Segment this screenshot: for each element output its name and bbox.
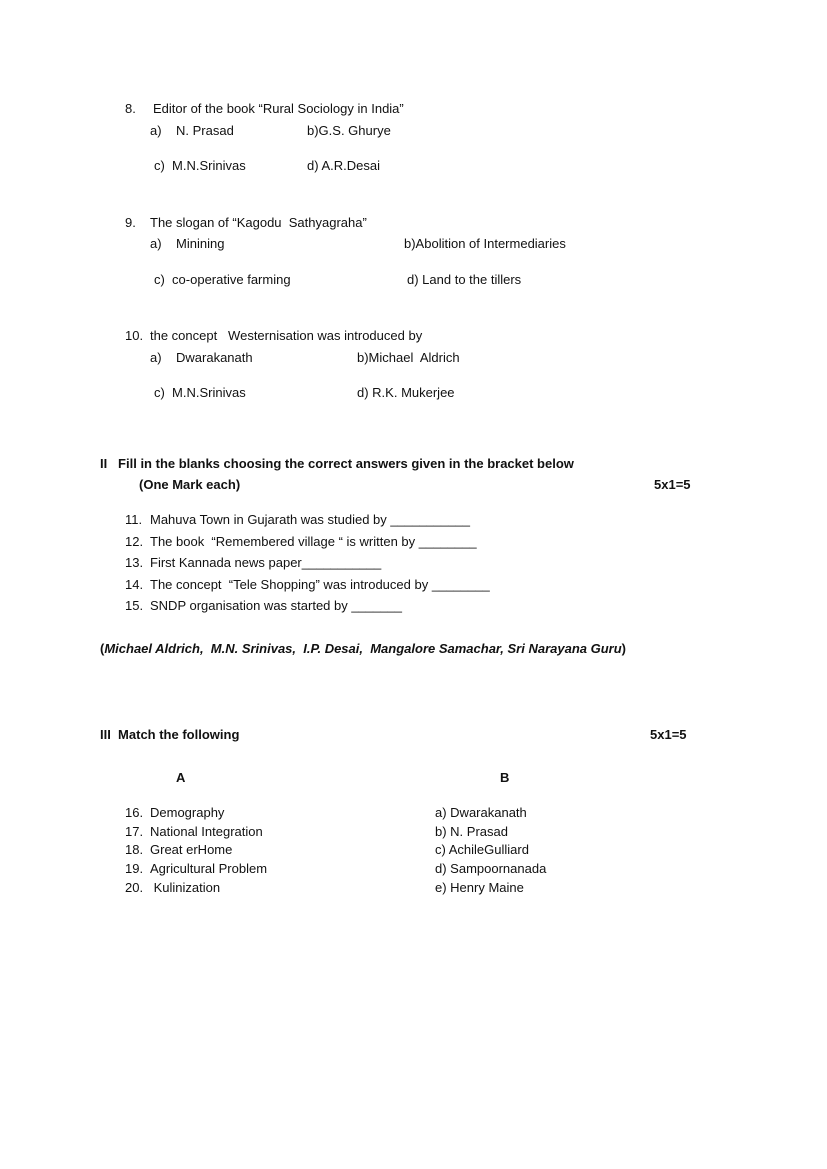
option-d: d) Land to the tillers <box>407 272 522 287</box>
match-item-a: Great erHome <box>150 842 233 857</box>
option-c: c) co-operative farming <box>154 272 291 287</box>
section-heading: II Fill in the blanks choosing the correct answers given in the bracket below <box>100 456 574 471</box>
question-number: 10. <box>125 328 144 343</box>
blank-number: 14. <box>125 577 144 592</box>
bracket-open: ( <box>100 641 105 656</box>
option-d: d) R.K. Mukerjee <box>357 385 455 400</box>
question-number: 9. <box>125 215 136 230</box>
question-text: The slogan of “Kagodu Sathyagraha” <box>150 215 367 230</box>
blank-question: Mahuva Town in Gujarath was studied by ___________ <box>150 512 470 527</box>
answer-bracket <box>100 641 626 657</box>
match-item-b: a) Dwarakanath <box>435 805 527 820</box>
section-marks: 5x1=5 <box>650 727 687 742</box>
option-b: b)Abolition of Intermediaries <box>404 236 566 251</box>
bracket-close: ) <box>621 641 626 656</box>
match-number: 17. <box>125 824 144 839</box>
match-item-b: c) AchileGulliard <box>435 842 529 857</box>
blank-number: 12. <box>125 534 144 549</box>
option-b: b)G.S. Ghurye <box>307 123 391 138</box>
option-a: a) Minining <box>150 236 225 251</box>
match-number: 16. <box>125 805 144 820</box>
option-c: c) M.N.Srinivas <box>154 385 246 400</box>
blank-question: The book “Remembered village “ is written by ________ <box>150 534 477 549</box>
blank-question: SNDP organisation was started by _______ <box>150 598 402 613</box>
match-item-b: b) N. Prasad <box>435 824 508 839</box>
match-number: 18. <box>125 842 144 857</box>
option-a: a) Dwarakanath <box>150 350 253 365</box>
blank-question: The concept “Tele Shopping” was introduced by ________ <box>150 577 490 592</box>
question-text: the concept Westernisation was introduced by <box>150 328 423 343</box>
match-number: 20. <box>125 880 144 895</box>
section-subheading: (One Mark each) <box>139 477 241 492</box>
match-item-a: Agricultural Problem <box>150 861 268 876</box>
question-number: 8. <box>125 101 136 116</box>
option-c: c) M.N.Srinivas <box>154 158 246 173</box>
option-a: a) N. Prasad <box>150 123 234 138</box>
option-b: b)Michael Aldrich <box>357 350 460 365</box>
blank-number: 13. <box>125 555 144 570</box>
blank-number: 11. <box>125 512 143 527</box>
column-b-header: B <box>500 770 510 785</box>
blank-question: First Kannada news paper___________ <box>150 555 382 570</box>
section-heading: III Match the following <box>100 727 240 742</box>
match-item-a: Kulinization <box>150 880 221 895</box>
section-marks: 5x1=5 <box>654 477 691 492</box>
match-item-a: Demography <box>150 805 225 820</box>
match-item-b: e) Henry Maine <box>435 880 524 895</box>
match-number: 19. <box>125 861 144 876</box>
bracket-answers: Michael Aldrich, M.N. Srinivas, I.P. Desai, Mangalore Samachar, Sri Narayana Guru <box>104 641 622 656</box>
blank-number: 15. <box>125 598 144 613</box>
match-item-b: d) Sampoornanada <box>435 861 547 876</box>
question-text: Editor of the book “Rural Sociology in India” <box>153 101 404 116</box>
match-item-a: National Integration <box>150 824 263 839</box>
column-a-header: A <box>176 770 186 785</box>
option-d: d) A.R.Desai <box>307 158 380 173</box>
